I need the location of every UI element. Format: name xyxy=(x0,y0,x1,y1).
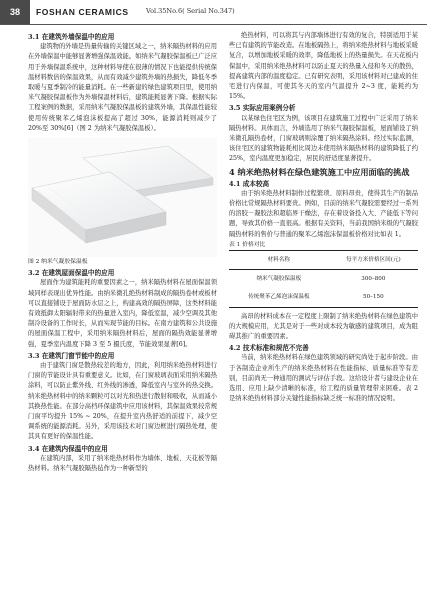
price-comparison-table xyxy=(229,250,418,308)
table-cell-material: 传统聚苯乙烯泡沫保温板 xyxy=(248,294,310,301)
section-3-4-title: 3.4 在建筑内保温中的应用 xyxy=(28,444,108,453)
section-3-3-paragraph: 由于建筑门窗是散热较差的地方，因此，利用纳米绝热材料进行门窗的节能设计具有重要意义。比如，在门窗玻璃表面采用纳米隔热涂料，可以防止紫外线、红外线的渗透，降低室内与室外的热交换。纳米绝热材料中的纳米颗粒可以对光和热进行散射和吸收，从而减小其换热性能。在部分高档环保建筑中应用该材料，其保温效果较常规门窗平均提升 15% ~ 20%，在提升室内热舒适的前提下，减少空调系统的能源消耗。另外，采用该技术对门窗边框进行隔热处理，使其具有更好的保温性能。 xyxy=(28,362,217,441)
page-header xyxy=(0,0,427,25)
table-cell-price: 50–150 xyxy=(363,294,384,301)
section-3-5-title: 3.5 实际应用案例分析 xyxy=(229,104,296,113)
section-4-2-title: 4.2 技术标准和规范不完善 xyxy=(229,344,309,353)
figure-2-caption: 图 2 纳米气凝胶保温板 xyxy=(28,259,88,266)
figure-2 xyxy=(28,138,217,257)
aerogel-board-illustration xyxy=(28,138,217,257)
section-3-1-paragraph xyxy=(28,42,217,134)
right-column xyxy=(229,31,418,405)
table-1-caption: 表 1 价格对比 xyxy=(229,241,266,248)
table-header-price: 每平方米价格区间(元) xyxy=(345,257,401,264)
journal-title: FOSHAN CERAMICS xyxy=(36,7,129,17)
section-3-1-text-tail: [6]（图 2 为纳米气凝胶保温板）。 xyxy=(64,124,160,132)
section-4-1-paragraph-2: 高昂的材料成本在一定程度上限制了纳米绝热材料在绿色建筑中的大规模应用，尤其是对于一些对成本较为敏感的建筑项目，成为阻碍其推广的重要因素。 xyxy=(229,312,418,341)
table-row xyxy=(229,270,418,289)
table-header-material: 材料名称 xyxy=(267,257,291,264)
section-3-2-text: 屋面作为建筑能耗的重要因素之一，纳米隔热材料在屋面保温领域同样表现出优异性能。由纳米微孔绝热材料制成的隔热卷材或板材可以直接铺设于屋面防水层之上，构建高效的隔热屏障，这类材料能有效抵御太阳辐射带来的热量进入室内，降低室温，减少空调及其他制冷设备的工作时长，从而实现节能的目标。在南方建筑和公共设施的屋面保温工程中，采用纳米隔热材料后，屋面的隔热效能显著增强，夏季室内温度下降 3 至 5 摄氏度，节能效果显著 xyxy=(28,279,217,348)
section-3-1-title: 3.1 在建筑外墙保温中的应用 xyxy=(28,33,115,41)
section-3-3-title: 3.3 在建筑门窗节能中的应用 xyxy=(28,351,115,360)
section-3-2-text-tail: [6]。 xyxy=(176,340,192,348)
page-number: 38 xyxy=(0,0,30,24)
table-header-row xyxy=(229,251,418,270)
section-4-2-paragraph: 当前，纳米绝热材料在绿色建筑领域的研究尚处于起步阶段。由于各制造企业所生产的纳米绝热材料在性能指标、质量标准等有差别，目前尚无一种通用的测试与评估手段。这给设计者与建设企业在选用、应用上缺少清晰的标准，给工程的质量管理带来困难。表 2 是纳米绝热材料部分关键性能指标缺乏统一标准的情况说明。 xyxy=(229,354,418,403)
table-cell-material: 纳米气凝胶保温板 xyxy=(256,276,302,283)
table-cell-price: 300–800 xyxy=(361,276,386,283)
table-row xyxy=(229,288,418,307)
section-3-2-paragraph xyxy=(28,278,217,349)
section-3-5-paragraph: 以某绿色住宅区为例，该项目在建筑施工过程中广泛采用了纳米隔热材料。具体而言，外墙选用了纳米气凝胶保温板，屋面铺设了纳米微孔隔热卷材，门窗玻璃则涂覆了纳米隔热涂料。经过实际监测，该住宅区的建筑物能耗相比周边未使用纳米隔热材料的建筑降低了约 25%，室内温度更加稳定，居民的舒适度显著提升。 xyxy=(229,114,418,163)
section-3-4-continued-paragraph: 绝热材料，可以将其与内部墙体进行有效的复合，特别适用于某些已有建筑的节能改造。在地板隔热上，将纳米绝热材料与地板采暖复合，以增加地板采暖的效率，降低地板上的热量损失。在天花板内保温中，采用纳米绝热材料可以防止夏天的热量入侵和冬天的散热，提高建筑内部的温度稳定。已有研究表明，采用该材料对已建成的住宅进行内保温，可使其冬天的室内气温提升 2~3 度，能耗约为 15%。 xyxy=(229,32,418,101)
section-4-title: 4 纳米绝热材料在绿色建筑施工中应用面临的挑战 xyxy=(229,166,410,177)
section-3-1-text: 建筑物的外墙是热量传输的关键区域之一，纳米隔热材料的应用在外墙保温中能够显著增强保温效能。如纳米气凝胶保温板已广泛应用于外墙保温系统中，这种材料导使在很薄的情况下也能提供传统保温材料数倍的保温效果，从而有效减少建筑外墙的热损失，降低冬季取暖与夏季制冷的能量消耗。在一些新建的绿色建筑项目里，使用纳米气凝胶保温板作为外墙保温材料后，建筑能耗显著下降。根据实际工程案例的数据，采用纳米气凝胶保温板的建筑外墙，其保温性能较使用传统聚苯乙烯泡沫板提高了超过 30%，能源消耗则减少了 20%至 30% xyxy=(28,43,217,132)
section-4-1-paragraph: 由于纳米绝热材料制作过程繁琐、原料昂贵，使得其生产的制品价格比常规隔热材料要贵。例如，目前的纳米气凝胶需要经过一系列的溶胶－凝胶法和超临界干燥法，存在着设备投入大、产能低下等问题，导致其价格一直很高。根据有关资料，当前我国纳米级的气凝胶隔热材料的售价与普通的聚苯乙烯泡沫保温板价格对比如表 1。 xyxy=(229,189,418,238)
section-3-4-paragraph: 在建筑内部，采用了纳米绝热材料作为墙体、地板、天花板等隔热材料。纳米气凝胶隔热毡作为一种新型的 xyxy=(28,454,217,473)
journal-volume: Vol.35No.6( Serial No.347) xyxy=(146,7,235,15)
section-4-1-title: 4.1 成本较高 xyxy=(229,179,270,188)
left-column xyxy=(28,31,217,474)
section-3-2-title: 3.2 在建筑屋面保温中的应用 xyxy=(28,269,115,278)
